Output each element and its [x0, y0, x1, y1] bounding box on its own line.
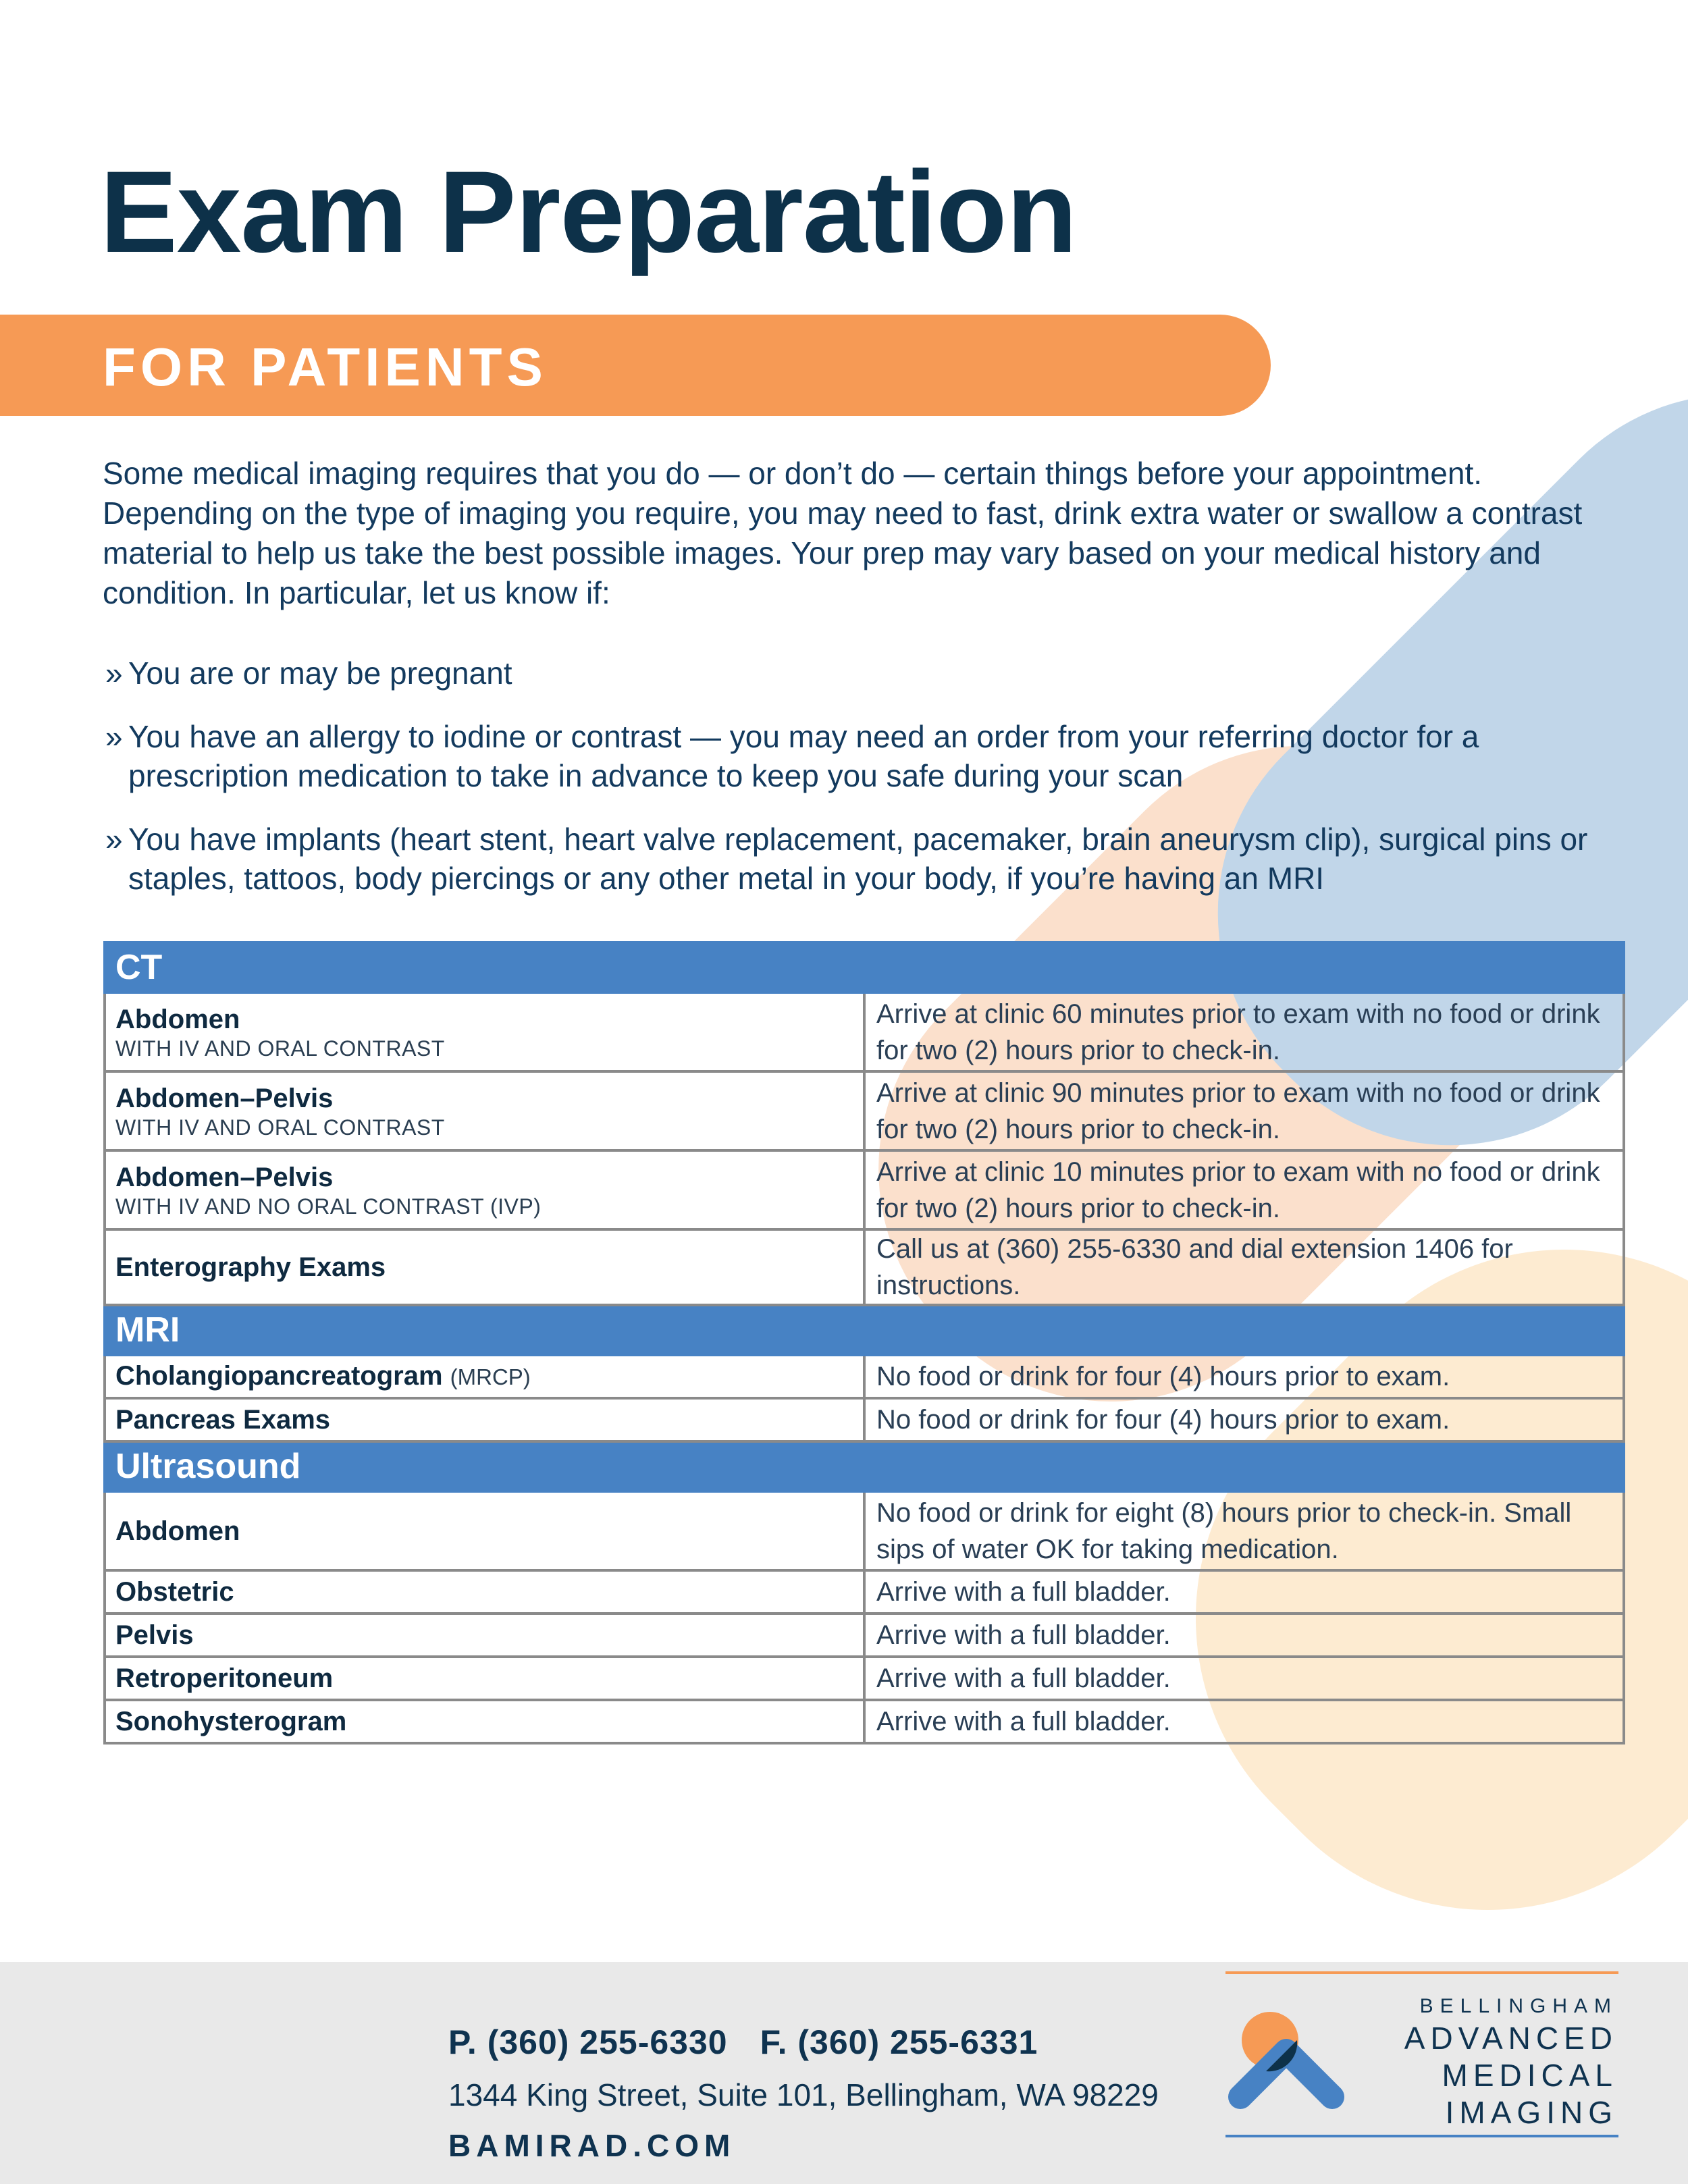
list-item — [103, 654, 1629, 693]
bullet-marker-icon: » — [105, 719, 123, 754]
list-item-text: You are or may be pregnant — [128, 656, 512, 691]
bullet-marker-icon: » — [105, 822, 123, 857]
phone-number[interactable]: P. (360) 255-6330 — [448, 2023, 728, 2061]
company-logo-wordmark — [1404, 1993, 1618, 2131]
section-header-ultrasound — [105, 1441, 1624, 1491]
exam-cell — [105, 1355, 864, 1398]
section-title: MRI — [105, 1305, 1624, 1355]
exam-name: Retroperitoneum — [115, 1663, 334, 1693]
instructions-cell: No food or drink for four (4) hours prior to exam. — [864, 1398, 1624, 1441]
exam-cell — [105, 1570, 864, 1614]
instructions-cell: No food or drink for four (4) hours prior to exam. — [864, 1355, 1624, 1398]
exam-prep-table — [103, 941, 1625, 1744]
exam-name-text: Cholangiopancreatogram — [115, 1361, 443, 1391]
fax-number: F. (360) 255-6331 — [760, 2023, 1038, 2061]
table-row — [105, 1657, 1624, 1700]
instructions-cell: Arrive with a full bladder. — [864, 1657, 1624, 1700]
section-header-mri — [105, 1305, 1624, 1355]
exam-name: Sonohysterogram — [115, 1707, 347, 1736]
exam-subtitle: WITH IV AND NO ORAL CONTRAST (IVP) — [115, 1194, 542, 1219]
table-row — [105, 1071, 1624, 1150]
street-address: 1344 King Street, Suite 101, Bellingham, WA 98229 — [448, 2077, 1159, 2112]
list-item — [103, 717, 1629, 795]
exam-cell — [105, 1657, 864, 1700]
exam-subtitle: WITH IV AND ORAL CONTRAST — [115, 1115, 445, 1140]
table-row — [105, 1398, 1624, 1441]
table-row — [105, 1150, 1624, 1229]
instructions-cell: Arrive at clinic 90 minutes prior to exam with no food or drink for two (2) hours prior to check-in. — [864, 1071, 1624, 1150]
instructions-cell: Arrive with a full bladder. — [864, 1614, 1624, 1657]
exam-cell — [105, 1071, 864, 1150]
exam-cell — [105, 1614, 864, 1657]
exam-name: Pancreas Exams — [115, 1405, 331, 1435]
table-row — [105, 992, 1624, 1071]
intro-paragraph: Some medical imaging requires that you do — or don’t do — certain things before your appointment. Depending on the type of imaging you require, you may need to fast, drink extra water or swallow a contrast material to help us take the best possible images. Your prep may vary based on your medical history and condition. In particular, let us know if: — [103, 456, 1583, 610]
table-row — [105, 1229, 1624, 1305]
list-item-text: You have implants (heart stent, heart valve replacement, pacemaker, brain aneurysm clip), surgical pins or staples, tattoos, body piercings or any other metal in your body, if you’re having an MRI — [128, 822, 1588, 896]
exam-cell — [105, 1229, 864, 1305]
list-item — [103, 820, 1629, 898]
notify-list — [103, 654, 1629, 898]
exam-cell — [105, 1150, 864, 1229]
instructions-cell: Arrive at clinic 60 minutes prior to exam with no food or drink for two (2) hours prior to check-in. — [864, 992, 1624, 1071]
instructions-cell: Arrive at clinic 10 minutes prior to exam with no food or drink for two (2) hours prior to check-in. — [864, 1150, 1624, 1229]
table-row — [105, 1700, 1624, 1743]
section-title: Ultrasound — [105, 1441, 1624, 1491]
audience-banner — [0, 315, 1271, 416]
exam-cell — [105, 992, 864, 1071]
instructions-cell: No food or drink for eight (8) hours prior to check-in. Small sips of water OK for taking medication. — [864, 1491, 1624, 1570]
page-title: Exam Preparation — [100, 147, 1077, 277]
section-header-ct — [105, 942, 1624, 992]
banner-text: FOR PATIENTS — [103, 337, 548, 397]
section-title: CT — [105, 942, 1624, 992]
bullet-marker-icon: » — [105, 656, 123, 691]
exam-name: Abdomen — [115, 1516, 240, 1546]
exam-name: Abdomen — [115, 1004, 240, 1034]
logo-line-1: BELLINGHAM — [1419, 1995, 1618, 2017]
exam-name: Obstetric — [115, 1577, 234, 1607]
table-row — [105, 1614, 1624, 1657]
footer — [0, 1962, 1688, 2184]
website-link[interactable]: BAMIRAD.COM — [448, 2128, 736, 2163]
list-item-text: You have an allergy to iodine or contrast — you may need an order from your referring doctor for a prescription medication to take in advance to keep you safe during your scan — [128, 719, 1479, 793]
instructions-cell: Arrive with a full bladder. — [864, 1700, 1624, 1743]
exam-name: Pelvis — [115, 1620, 194, 1650]
exam-name: Abdomen–Pelvis — [115, 1162, 334, 1192]
exam-name: Abdomen–Pelvis — [115, 1083, 334, 1113]
table-row — [105, 1355, 1624, 1398]
exam-cell — [105, 1491, 864, 1570]
instructions-cell: Arrive with a full bladder. — [864, 1570, 1624, 1614]
exam-cell — [105, 1700, 864, 1743]
logo-line-4: IMAGING — [1445, 2095, 1618, 2130]
exam-name: Enterography Exams — [115, 1252, 386, 1282]
table-row — [105, 1570, 1624, 1614]
logo-top-rule — [1225, 1971, 1618, 1974]
instructions-cell: Call us at (360) 255-6330 and dial extension 1406 for instructions. — [864, 1229, 1624, 1305]
table-row — [105, 1491, 1624, 1570]
exam-abbreviation: (MRCP) — [450, 1364, 531, 1389]
exam-name — [115, 1360, 853, 1393]
logo-line-3: MEDICAL — [1442, 2058, 1618, 2093]
exam-cell — [105, 1398, 864, 1441]
exam-subtitle: WITH IV AND ORAL CONTRAST — [115, 1036, 445, 1061]
logo-line-2: ADVANCED — [1404, 2021, 1618, 2056]
logo-bottom-rule — [1225, 2135, 1618, 2137]
contact-numbers — [448, 2023, 1038, 2062]
company-logo-icon — [1225, 2002, 1347, 2117]
